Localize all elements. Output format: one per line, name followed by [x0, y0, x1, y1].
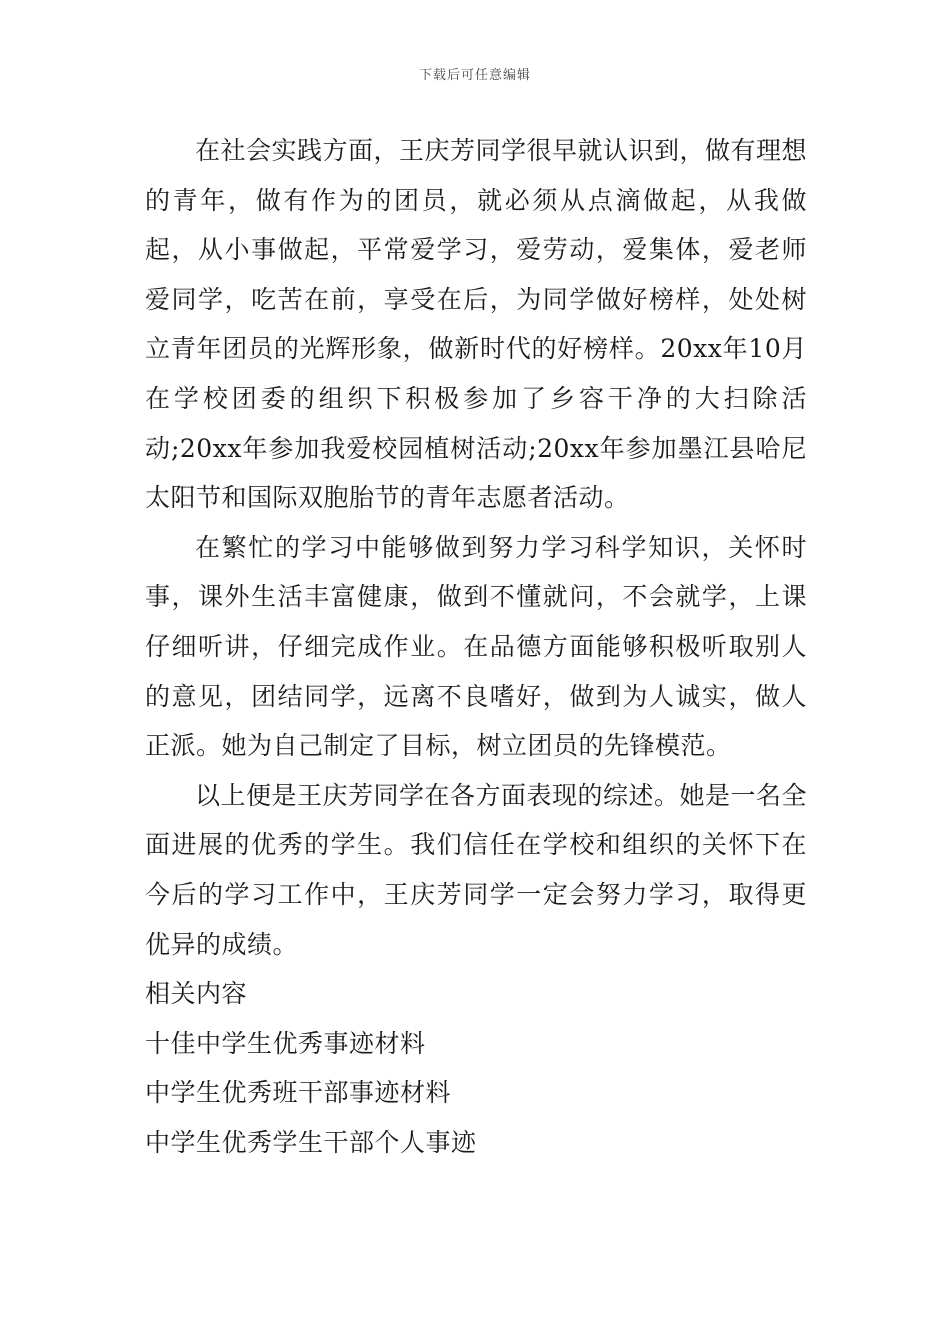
related-link-class-cadre[interactable]: 中学生优秀班干部事迹材料: [145, 1078, 452, 1108]
related-link-top-ten-students[interactable]: 十佳中学生优秀事迹材料: [145, 1028, 426, 1058]
paragraph-social-practice: 在社会实践方面，王庆芳同学很早就认识到，做有理想的青年，做有作为的团员，就必须从点滴做起，从我做起，从小事做起，平常爱学习，爱劳动，爱集体，爱老师爱同学，吃苦在前，享受在后，为同学做好榜样，处处树立青年团员的光辉形象，做新时代的好榜样。20xx年10月在学校团委的组织下积极参加了乡容干净的大扫除活动;20xx年参加我爱校园植树活动;20xx年参加墨江县哈尼太阳节和国际双胞胎节的青年志愿者活动。: [145, 136, 808, 513]
page-header-note: 下载后可任意编辑: [418, 68, 531, 83]
related-content-heading: 相关内容: [145, 979, 248, 1009]
paragraph-study-and-character: 在繁忙的学习中能够做到努力学习科学知识，关怀时事，课外生活丰富健康，做到不懂就问，不会就学，上课仔细听讲，仔细完成作业。在品德方面能够积极听取别人的意见，团结同学，远离不良嗜好，做到为人诚实，做人正派。她为自己制定了目标，树立团员的先锋模范。: [145, 532, 807, 761]
related-link-student-cadre[interactable]: 中学生优秀学生干部个人事迹: [145, 1127, 477, 1157]
related-links-list: [145, 1019, 807, 1168]
document-body: [145, 126, 807, 1167]
paragraph-summary: 以上便是王庆芳同学在各方面表现的综述。她是一名全面进展的优秀的学生。我们信任在学校和组织的关怀下在今后的学习工作中，王庆芳同学一定会努力学习，取得更优异的成绩。: [145, 780, 808, 959]
